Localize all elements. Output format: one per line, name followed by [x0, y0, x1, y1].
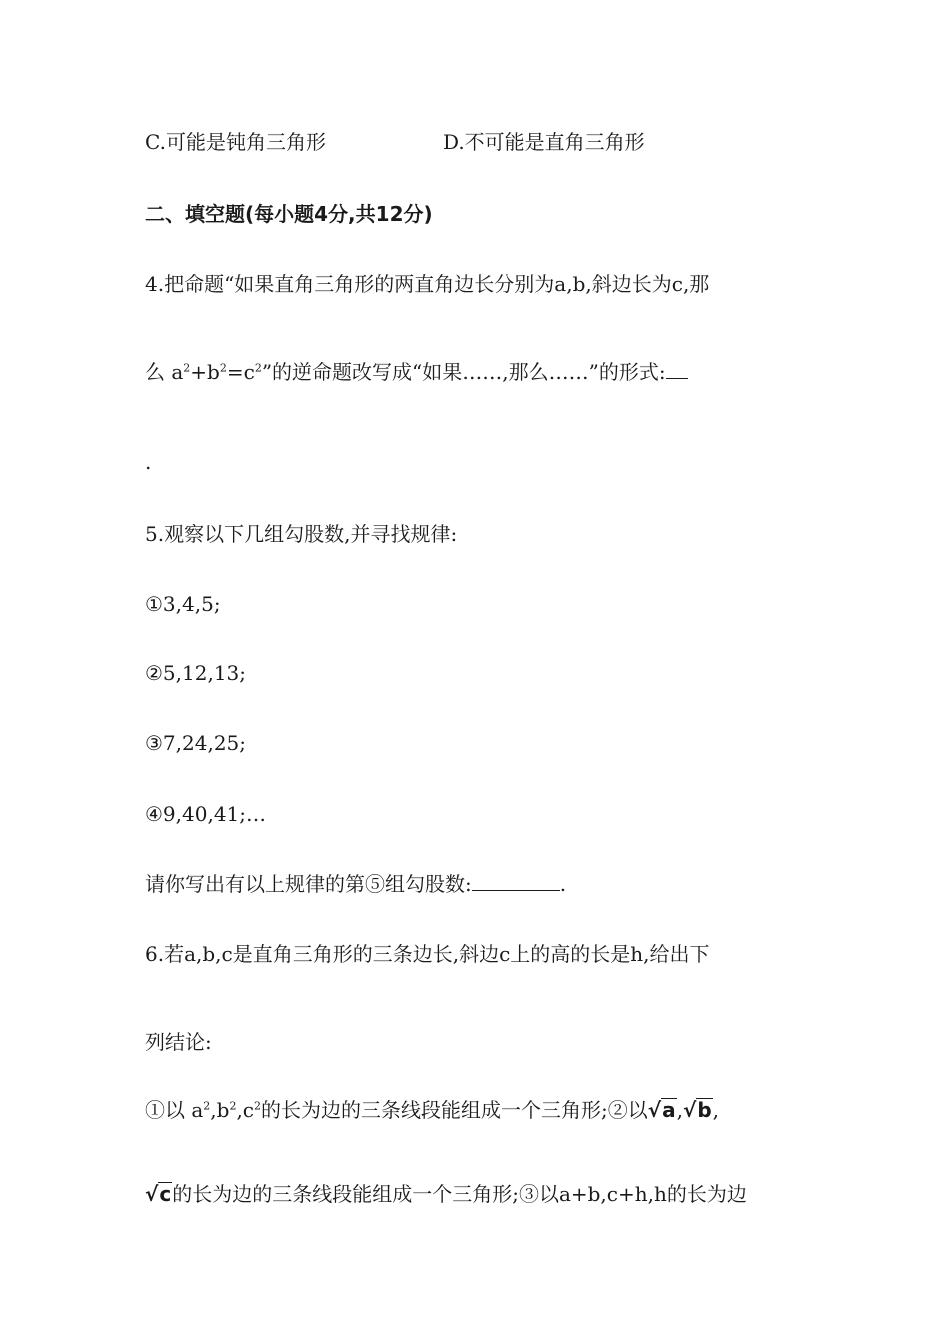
q6-text-c: ,c: [236, 1098, 255, 1122]
q6-exp-2: 2: [229, 1099, 237, 1113]
sqrt-a-radicand: a: [662, 1098, 676, 1122]
answer-blank-q4[interactable]: [666, 358, 688, 379]
question-5-intro: 5.观察以下几组勾股数,并寻找规律:: [145, 522, 458, 546]
q5-ask-text: 请你写出有以上规律的第⑤组勾股数:: [145, 872, 472, 896]
sqrt-c: √c: [145, 1182, 172, 1206]
question-6-conclusion-1: [145, 1096, 719, 1124]
q5-item-4: ④9,40,41;…: [145, 802, 267, 826]
question-4-line-2: [145, 358, 688, 386]
question-6-line-2: 列结论:: [145, 1030, 212, 1054]
question-4-end: .: [145, 450, 152, 474]
q5-ask-end: .: [559, 872, 567, 896]
q6-text-b: ,b: [210, 1098, 230, 1122]
q4-exp-3: 2: [254, 361, 262, 375]
q4-text-b: +b: [190, 360, 220, 384]
question-4-line-1: 4.把命题“如果直角三角形的两直角边长分别为a,b,斜边长为c,那: [145, 272, 710, 296]
question-5-ask: [145, 870, 566, 898]
option-c: C.可能是钝角三角形: [145, 130, 326, 154]
q5-item-2: ②5,12,13;: [145, 661, 247, 685]
q5-item-1: ①3,4,5;: [145, 592, 221, 616]
q5-item-3: ③7,24,25;: [145, 731, 247, 755]
q6-comma-1: ,: [676, 1098, 683, 1122]
sqrt-c-radicand: c: [159, 1182, 172, 1206]
question-6-conclusion-2: [145, 1180, 747, 1208]
q6-text-d: 的长为边的三条线段能组成一个三角形;②以: [261, 1098, 648, 1122]
question-6-line-1: 6.若a,b,c是直角三角形的三条边长,斜边c上的高的长是h,给出下: [145, 942, 710, 966]
answer-blank-q5[interactable]: [472, 870, 560, 891]
q6-exp-1: 2: [203, 1099, 211, 1113]
q4-exp-1: 2: [183, 361, 191, 375]
sqrt-a: √a: [647, 1098, 676, 1122]
option-d: D.不可能是直角三角形: [443, 130, 645, 154]
q4-text-d: ”的逆命题改写成“如果……,那么……”的形式:: [261, 360, 666, 384]
q6-comma-2: ,: [712, 1098, 719, 1122]
sqrt-b: √b: [682, 1098, 712, 1122]
q6-text-a: ①以 a: [145, 1098, 204, 1122]
q4-text-a: 么 a: [145, 360, 184, 384]
q4-exp-2: 2: [219, 361, 227, 375]
q4-text-c: =c: [226, 360, 255, 384]
sqrt-b-radicand: b: [697, 1098, 712, 1122]
section-title: 二、填空题(每小题4分,共12分): [145, 202, 433, 226]
q6-text-e: 的长为边的三条线段能组成一个三角形;③以a+b,c+h,h的长为边: [172, 1182, 747, 1206]
q6-exp-3: 2: [254, 1099, 262, 1113]
